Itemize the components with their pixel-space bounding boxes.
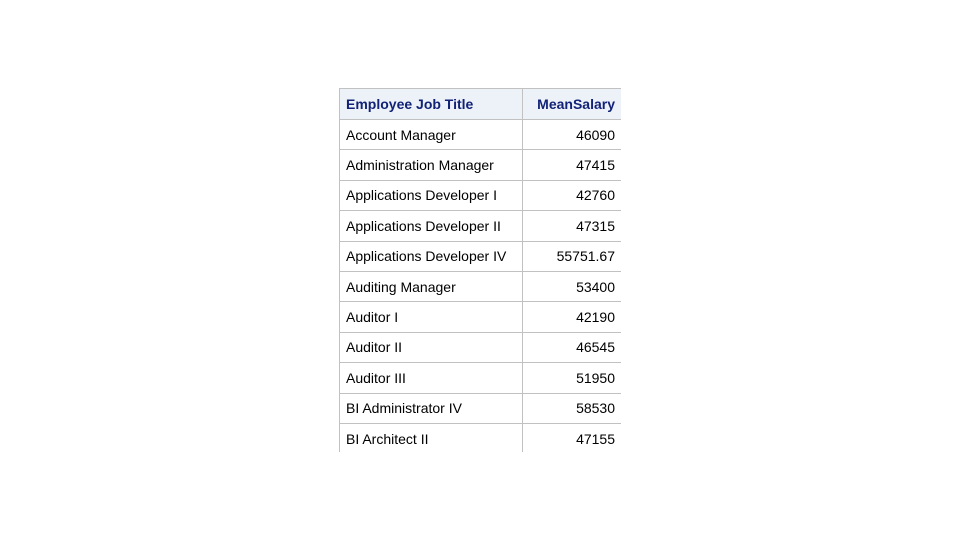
mean-salary-cell: 42190 (523, 302, 622, 332)
report-table-container (339, 88, 621, 452)
job-title-cell: Auditor II (340, 332, 523, 362)
table-row (340, 363, 622, 393)
mean-salary-cell: 51950 (523, 363, 622, 393)
mean-salary-cell: 55751.67 (523, 241, 622, 271)
table-row (340, 393, 622, 423)
table-row (340, 180, 622, 210)
table-row (340, 271, 622, 301)
salary-table (339, 88, 621, 452)
table-row (340, 211, 622, 241)
job-title-cell: Applications Developer I (340, 180, 523, 210)
table-row (340, 120, 622, 150)
mean-salary-cell: 46090 (523, 120, 622, 150)
mean-salary-cell: 53400 (523, 271, 622, 301)
table-row (340, 423, 622, 452)
column-header-mean-salary: MeanSalary (523, 89, 622, 120)
mean-salary-cell: 42760 (523, 180, 622, 210)
table-row (340, 332, 622, 362)
job-title-cell: BI Administrator IV (340, 393, 523, 423)
job-title-cell: Administration Manager (340, 150, 523, 180)
job-title-cell: Account Manager (340, 120, 523, 150)
job-title-cell: Auditor I (340, 302, 523, 332)
job-title-cell: Auditor III (340, 363, 523, 393)
job-title-cell: Applications Developer II (340, 211, 523, 241)
mean-salary-cell: 47155 (523, 423, 622, 452)
column-header-job-title: Employee Job Title (340, 89, 523, 120)
mean-salary-cell: 47415 (523, 150, 622, 180)
job-title-cell: Auditing Manager (340, 271, 523, 301)
table-row (340, 150, 622, 180)
job-title-cell: BI Architect II (340, 423, 523, 452)
mean-salary-cell: 47315 (523, 211, 622, 241)
mean-salary-cell: 58530 (523, 393, 622, 423)
job-title-cell: Applications Developer IV (340, 241, 523, 271)
table-row (340, 241, 622, 271)
table-header-row (340, 89, 622, 120)
table-row (340, 302, 622, 332)
mean-salary-cell: 46545 (523, 332, 622, 362)
